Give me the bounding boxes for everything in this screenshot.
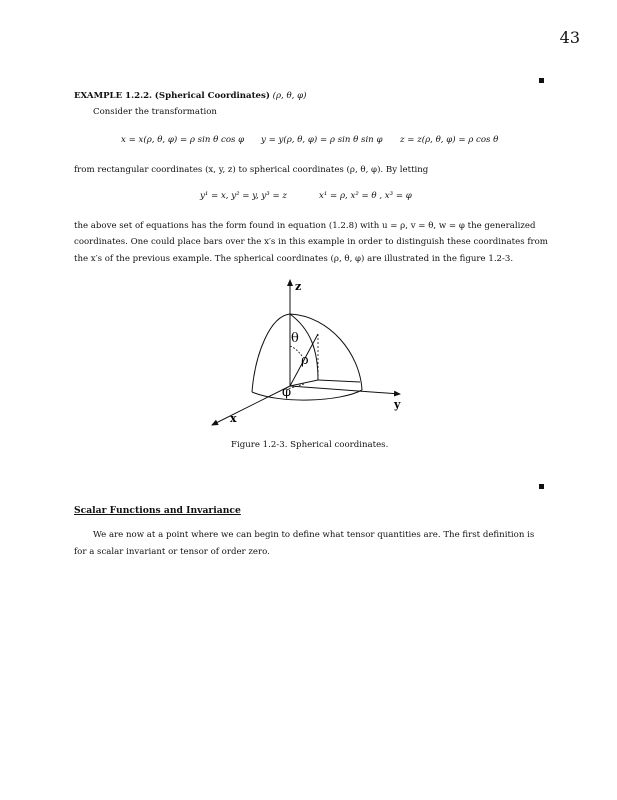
projection-line (290, 380, 318, 386)
section-paragraph-line-1: We are now at a point where we can begin to define what tensor quantities are. The first definition is (93, 530, 535, 540)
x-axis (212, 386, 290, 425)
meridian-xz (252, 314, 290, 392)
paragraph-from: from rectangular coordinates (x, y, z) to spherical coordinates (ρ, θ, φ). By letting (74, 165, 429, 175)
section-heading: Scalar Functions and Invariance (74, 505, 241, 516)
spherical-coordinates-figure (200, 274, 420, 439)
x-axis-label: x (230, 412, 237, 425)
y-axis (290, 386, 400, 394)
equation-sub-y: y¹ = x, y² = y, y³ = z (200, 191, 287, 201)
example-intro: Consider the transformation (93, 107, 217, 117)
page-number: 43 (559, 28, 580, 47)
theta-label: θ (291, 331, 299, 346)
equation-x: x = x(ρ, θ, φ) = ρ sin θ cos φ (121, 135, 245, 145)
equator-arc (252, 390, 362, 400)
z-axis-label: z (295, 280, 302, 293)
paragraph-line-3: the x′s of the previous example. The spherical coordinates (ρ, θ, φ) are illustrated in the figure 1.2-3. (74, 254, 514, 264)
meridian-point (290, 314, 318, 380)
end-of-example-mark (539, 484, 544, 489)
paragraph-line-1: the above set of equations has the form found in equation (1.2.8) with u = ρ, v = θ, w = φ the generalized (74, 221, 536, 231)
equation-y: y = y(ρ, θ, φ) = ρ sin θ sin φ (261, 135, 383, 145)
example-heading (74, 92, 307, 101)
end-of-proof-mark (539, 78, 544, 83)
example-title-vars: (ρ, θ, φ) (272, 91, 307, 101)
y-axis-label: y (394, 398, 401, 411)
rho-label: ρ (301, 353, 309, 368)
phi-label: φ (282, 385, 292, 400)
equation-sub-x: x¹ = ρ, x² = θ , x³ = φ (319, 191, 412, 201)
paragraph-line-2: coordinates. One could place bars over the x′s in this example in order to distinguish these coordinates from (74, 237, 548, 247)
equation-z: z = z(ρ, θ, φ) = ρ cos θ (400, 135, 499, 145)
example-title: (Spherical Coordinates) (154, 91, 270, 101)
section-paragraph-line-2: for a scalar invariant or tensor of order zero. (74, 547, 270, 557)
example-label: EXAMPLE 1.2.2. (74, 91, 153, 101)
meridian-yz (290, 314, 362, 390)
figure-caption: Figure 1.2-3. Spherical coordinates. (231, 440, 389, 450)
projection-to-y (318, 380, 360, 382)
